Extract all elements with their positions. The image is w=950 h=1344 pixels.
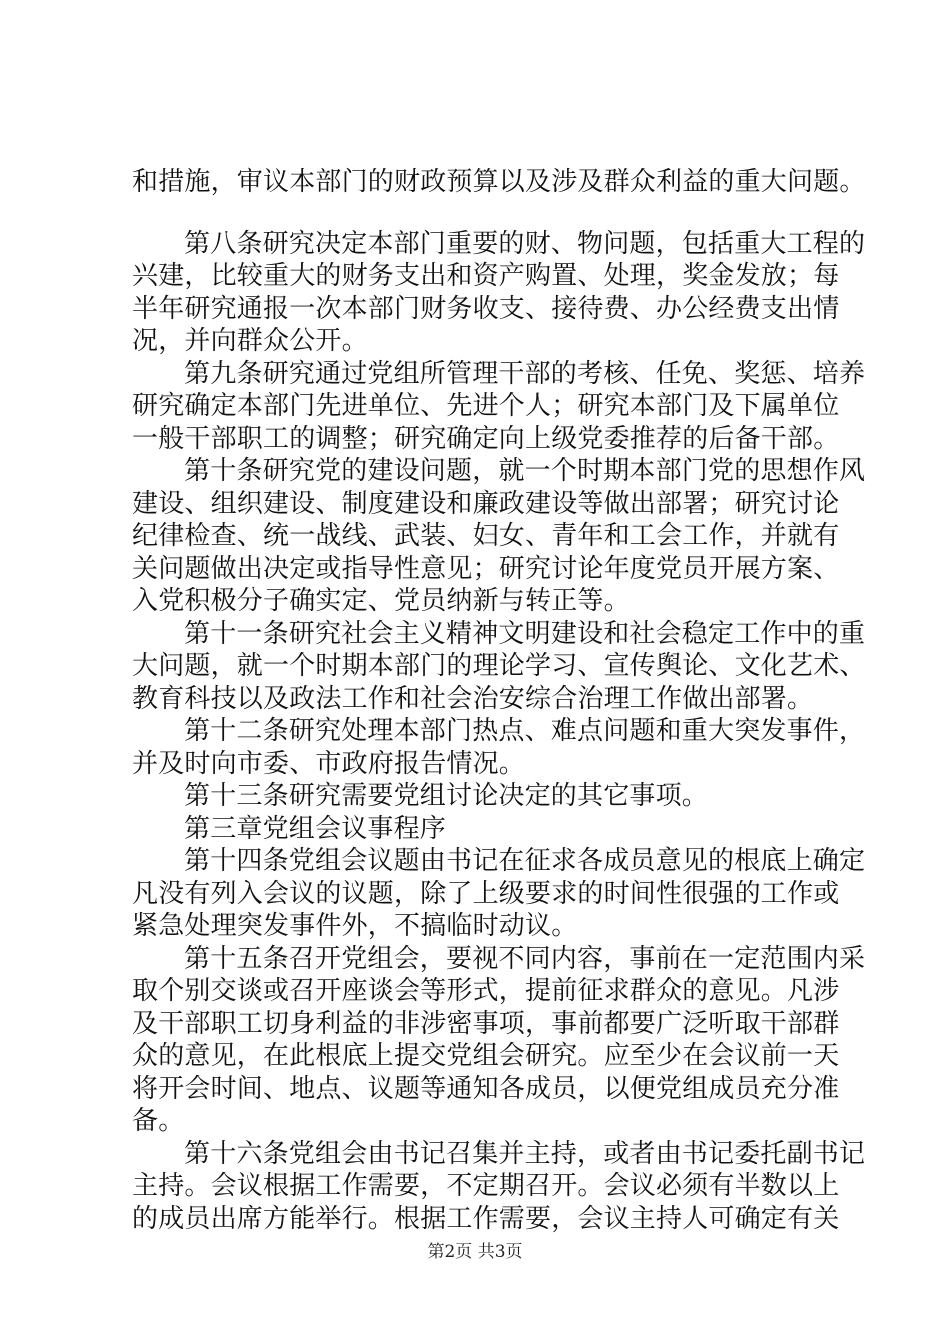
text-line: 主持。会议根据工作需要，不定期召开。会议必须有半数以上 [132, 1171, 840, 1201]
text-line: 况，并向群众公开。 [132, 326, 368, 356]
text-line: 和措施，审议本部门的财政预算以及涉及群众利益的重大问题。 [132, 167, 866, 197]
text-line: 第十三条研究需要党组讨论决定的其它事项。 [184, 781, 709, 811]
text-line: 第九条研究通过党组所管理干部的考核、任免、奖惩、培养 [184, 358, 866, 389]
text-line: 兴建，比较重大的财务支出和资产购置、处理，奖金发放；每 [132, 261, 840, 291]
text-line: 取个别交谈或召开座谈会等形式，提前征求群众的意见。凡涉 [132, 976, 840, 1006]
text-line: 及干部职工切身利益的非涉密事项，事前都要广泛听取干部群 [132, 1008, 840, 1039]
text-line: 的成员出席方能举行。根据工作需要，会议主持人可确定有关 [132, 1203, 840, 1234]
text-line: 大问题，就一个时期本部门的理论学习、宣传舆论、文化艺术、 [132, 651, 866, 681]
text-line: 第八条研究决定本部门重要的财、物问题，包括重大工程的 [184, 228, 866, 259]
page-number-footer: 第2页 共3页 [427, 1242, 523, 1262]
text-line: 关问题做出决定或指导性意见；研究讨论年度党员开展方案、 [132, 553, 840, 584]
text-line: 教育科技以及政法工作和社会治安综合治理工作做出部署。 [132, 683, 814, 714]
text-line: 第十四条党组会议题由书记在征求各成员意见的根底上确定 [184, 846, 866, 876]
paragraph-gap [132, 199, 832, 228]
text-line: 一般干部职工的调整；研究确定向上级党委推荐的后备干部。 [132, 423, 840, 454]
text-line: 研究确定本部门先进单位、先进个人；研究本部门及下属单位 [132, 391, 840, 421]
text-line: 凡没有列入会议的议题，除了上级要求的时间性很强的工作或 [132, 878, 840, 909]
text-line: 第十条研究党的建设问题，就一个时期本部门党的思想作风 [184, 456, 866, 486]
text-line: 第十一条研究社会主义精神文明建设和社会稳定工作中的重 [184, 618, 866, 649]
text-line: 入党积极分子确实定、党员纳新与转正等。 [132, 586, 630, 616]
text-line: 第十六条党组会由书记召集并主持，或者由书记委托副书记 [184, 1138, 866, 1169]
text-line: 紧急处理突发事件外，不搞临时动议。 [132, 911, 578, 941]
text-line: 第十五条召开党组会，要视不同内容，事前在一定范围内采 [184, 943, 866, 974]
text-line: 众的意见，在此根底上提交党组会研究。应至少在会议前一天 [132, 1041, 840, 1071]
text-line: 第十二条研究处理本部门热点、难点问题和重大突发事件， [184, 716, 866, 746]
text-line: 并及时向市委、市政府报告情况。 [132, 748, 526, 779]
text-line: 将开会时间、地点、议题等通知各成员，以便党组成员充分准 [132, 1073, 840, 1104]
chapter-heading: 第三章党组会议事程序 [184, 813, 447, 844]
text-line: 建设、组织建设、制度建设和廉政建设等做出部署；研究讨论 [132, 488, 840, 519]
text-line: 备。 [132, 1106, 185, 1136]
text-line: 纪律检查、统一战线、武装、妇女、青年和工会工作，并就有 [132, 521, 840, 551]
document-body [132, 166, 866, 1235]
text-line: 半年研究通报一次本部门财务收支、接待费、办公经费支出情 [132, 293, 840, 324]
